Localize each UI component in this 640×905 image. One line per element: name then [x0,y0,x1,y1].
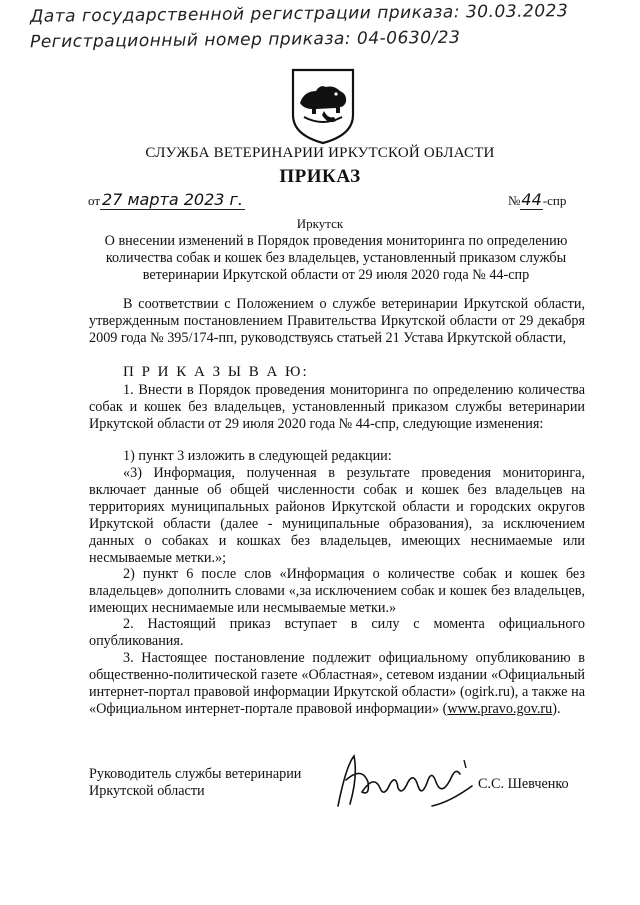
number-handwritten: 44 [521,190,542,209]
coat-of-arms-emblem [290,67,356,145]
item-1-quoted-text: «3) Информация, полученная в результате проведения мониторинга, включает данные об общей численности собак и кошек без владельцев на территориях муниципальных районов Иркутской области и городских округов Иркутской области (далее - муниципальные образования), за исключением данных о собаках и кошках без владельцев, имеющих неснимаемые или несмываемые метки.»; [89,465,585,566]
item-1-subitem-1: 1) пункт 3 изложить в следующей редакции: [123,448,392,464]
number-suffix: -спр [542,193,567,208]
signer-name: С.С. Шевченко [478,776,569,792]
item-3-text: 3. Настоящее постановление подлежит официальному опубликованию в общественно-политической газете «Областная», сетевом издании «Официальный интернет-портал правовой информации Иркутской области» (ogirk.ru), а также на «Официальном интернет-портале правовой информации» ( [89,650,585,717]
date-handwritten: 27 марта 2023 г. [102,190,243,209]
pravo-link[interactable]: www.pravo.gov.ru [447,701,553,717]
item-3-end: ). [552,701,561,717]
item-1: 1. Внести в Порядок проведения мониторинга по определению количества собак и кошек без владельцев, установленный приказом службы ветеринарии Иркутской области от 29 июля 2020 года № 44-спр, следующие изменения: [89,382,585,432]
basis-paragraph: В соответствии с Положением о службе ветеринарии Иркутской области, утвержденным постановлением Правительства Иркутской области от 29 декабря 2009 года № 395/174-пп, руководствуясь статьей 21 Устава Иркутской области, [89,296,585,346]
number-prefix: № [508,193,521,208]
signatory-role-line2: Иркутской области [89,783,205,799]
handwritten-signature [332,746,482,816]
signatory-role-line1: Руководитель службы ветеринарии [89,766,302,782]
date-prefix: от [88,193,101,208]
order-date [88,190,245,209]
handwritten-registration-date: Дата государственной регистрации приказа: 30.03.2023 [29,1,569,27]
handwritten-registration-number: Регистрационный номер приказа: 04-0630/23 [29,27,461,53]
document-title: О внесении изменений в Порядок проведения мониторинга по определению количества собак и кошек без владельцев, установленный приказом службы ветеринарии Иркутской области от 29 июля 2020 года № 44-спр [104,233,568,283]
signatory-role [89,766,301,800]
order-number [508,190,566,209]
order-word: П Р И К А З Ы В А Ю: [123,364,309,380]
document-type: ПРИКАЗ [279,166,361,187]
city: Иркутск [296,216,344,231]
item-2: 2. Настоящий приказ вступает в силу с момента официального опубликования. [89,616,585,649]
organization-name: СЛУЖБА ВЕТЕРИНАРИИ ИРКУТСКОЙ ОБЛАСТИ [145,145,495,161]
item-1-subitem-2: 2) пункт 6 после слов «Информация о количестве собак и кошек без владельцев» дополнить словами «,за исключением собак и кошек без владельцев, имеющих неснимаемые или несмываемые метки.» [89,566,585,616]
item-3 [89,650,585,718]
